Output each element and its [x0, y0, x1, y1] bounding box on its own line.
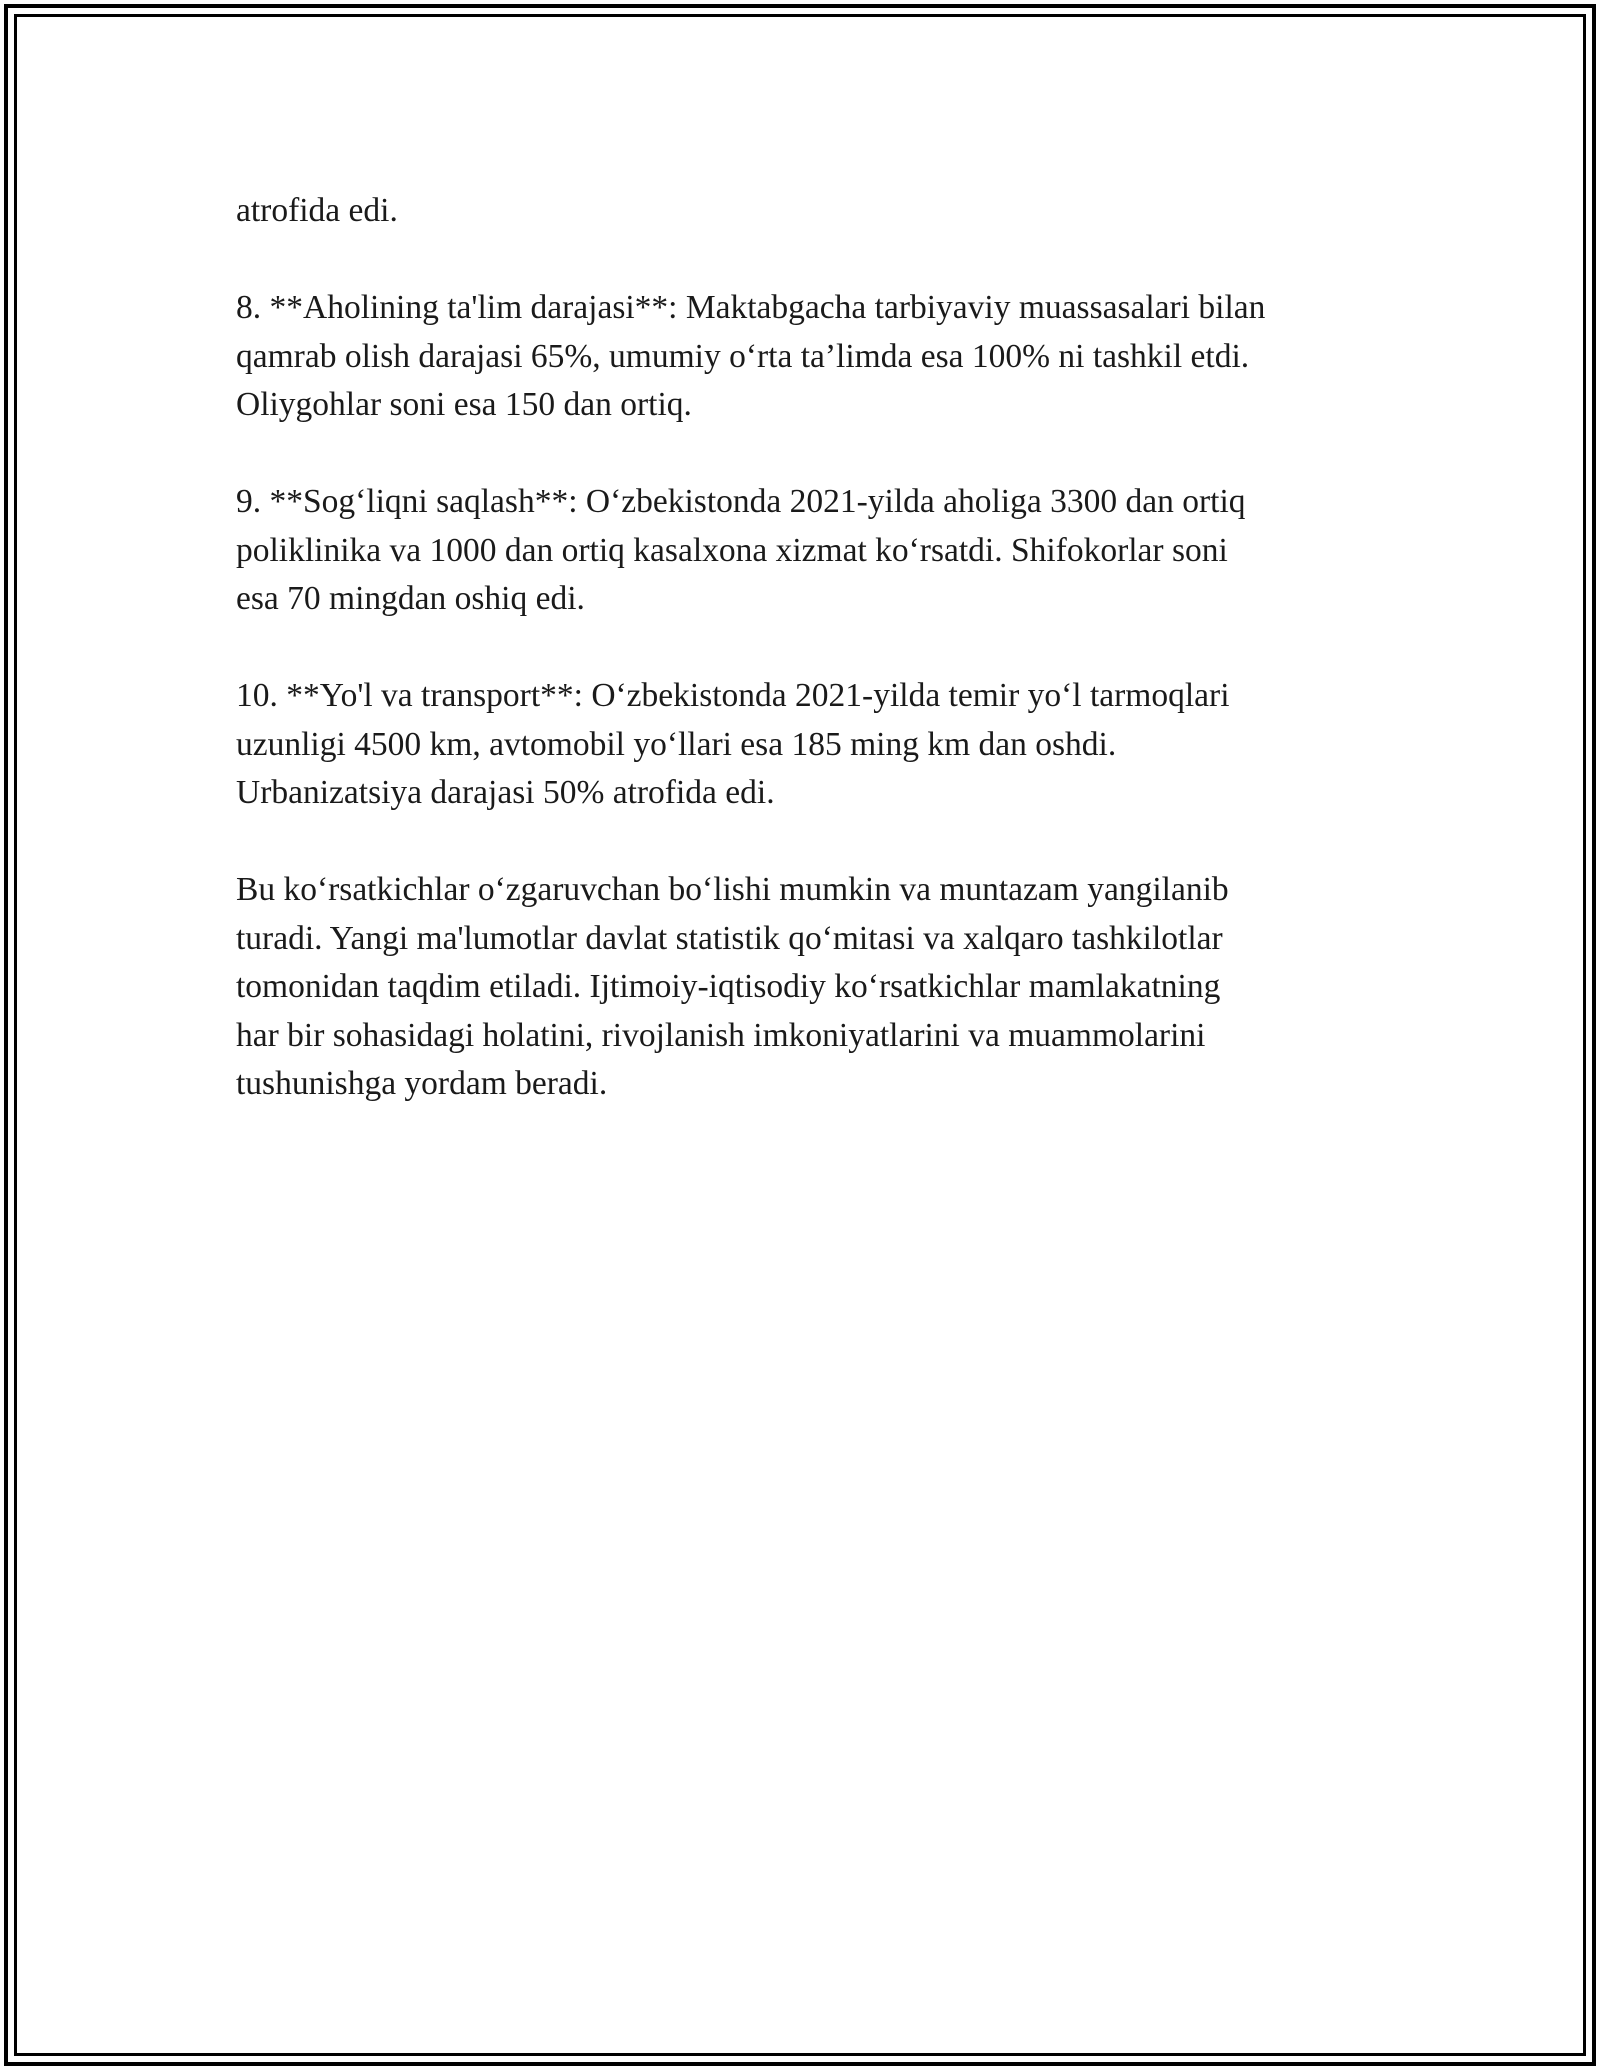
paragraph-conclusion: Bu ko‘rsatkichlar o‘zgaruvchan bo‘lishi mumkin va muntazam yangilanib turadi. Yangi ma'lumotlar davlat statistik qo‘mitasi va xalqaro tashkilotlar tomonidan taqdim etiladi. Ijtimoiy-iqtisodiy ko‘rsatkichlar mamlakatning har bir sohasidagi holatini, rivojlanish imkoniyatlarini va muammolarini tushunishga yordam beradi. — [236, 871, 1229, 1102]
paragraph-continuation: atrofida edi. — [236, 192, 398, 229]
paragraph-healthcare: 9. **Sog‘liqni saqlash**: O‘zbekistonda 2021-yilda aholiga 3300 dan ortiq poliklinika va 1000 dan ortiq kasalxona xizmat ko‘rsatdi. Shifokorlar soni esa 70 mingdan oshiq edi. — [236, 483, 1246, 617]
document-body — [236, 187, 1386, 1109]
paragraph-education: 8. **Aholining ta'lim darajasi**: Maktabgacha tarbiyaviy muassasalari bilan qamrab olish darajasi 65%, umumiy o‘rta ta’limda esa 100% ni tashkil etdi. Oliygohlar soni esa 150 dan ortiq. — [236, 289, 1266, 423]
paragraph-transport: 10. **Yo'l va transport**: O‘zbekistonda 2021-yilda temir yo‘l tarmoqlari uzunligi 4500 km, avtomobil yo‘llari esa 185 ming km dan oshdi. Urbanizatsiya darajasi 50% atrofida edi. — [236, 677, 1230, 811]
